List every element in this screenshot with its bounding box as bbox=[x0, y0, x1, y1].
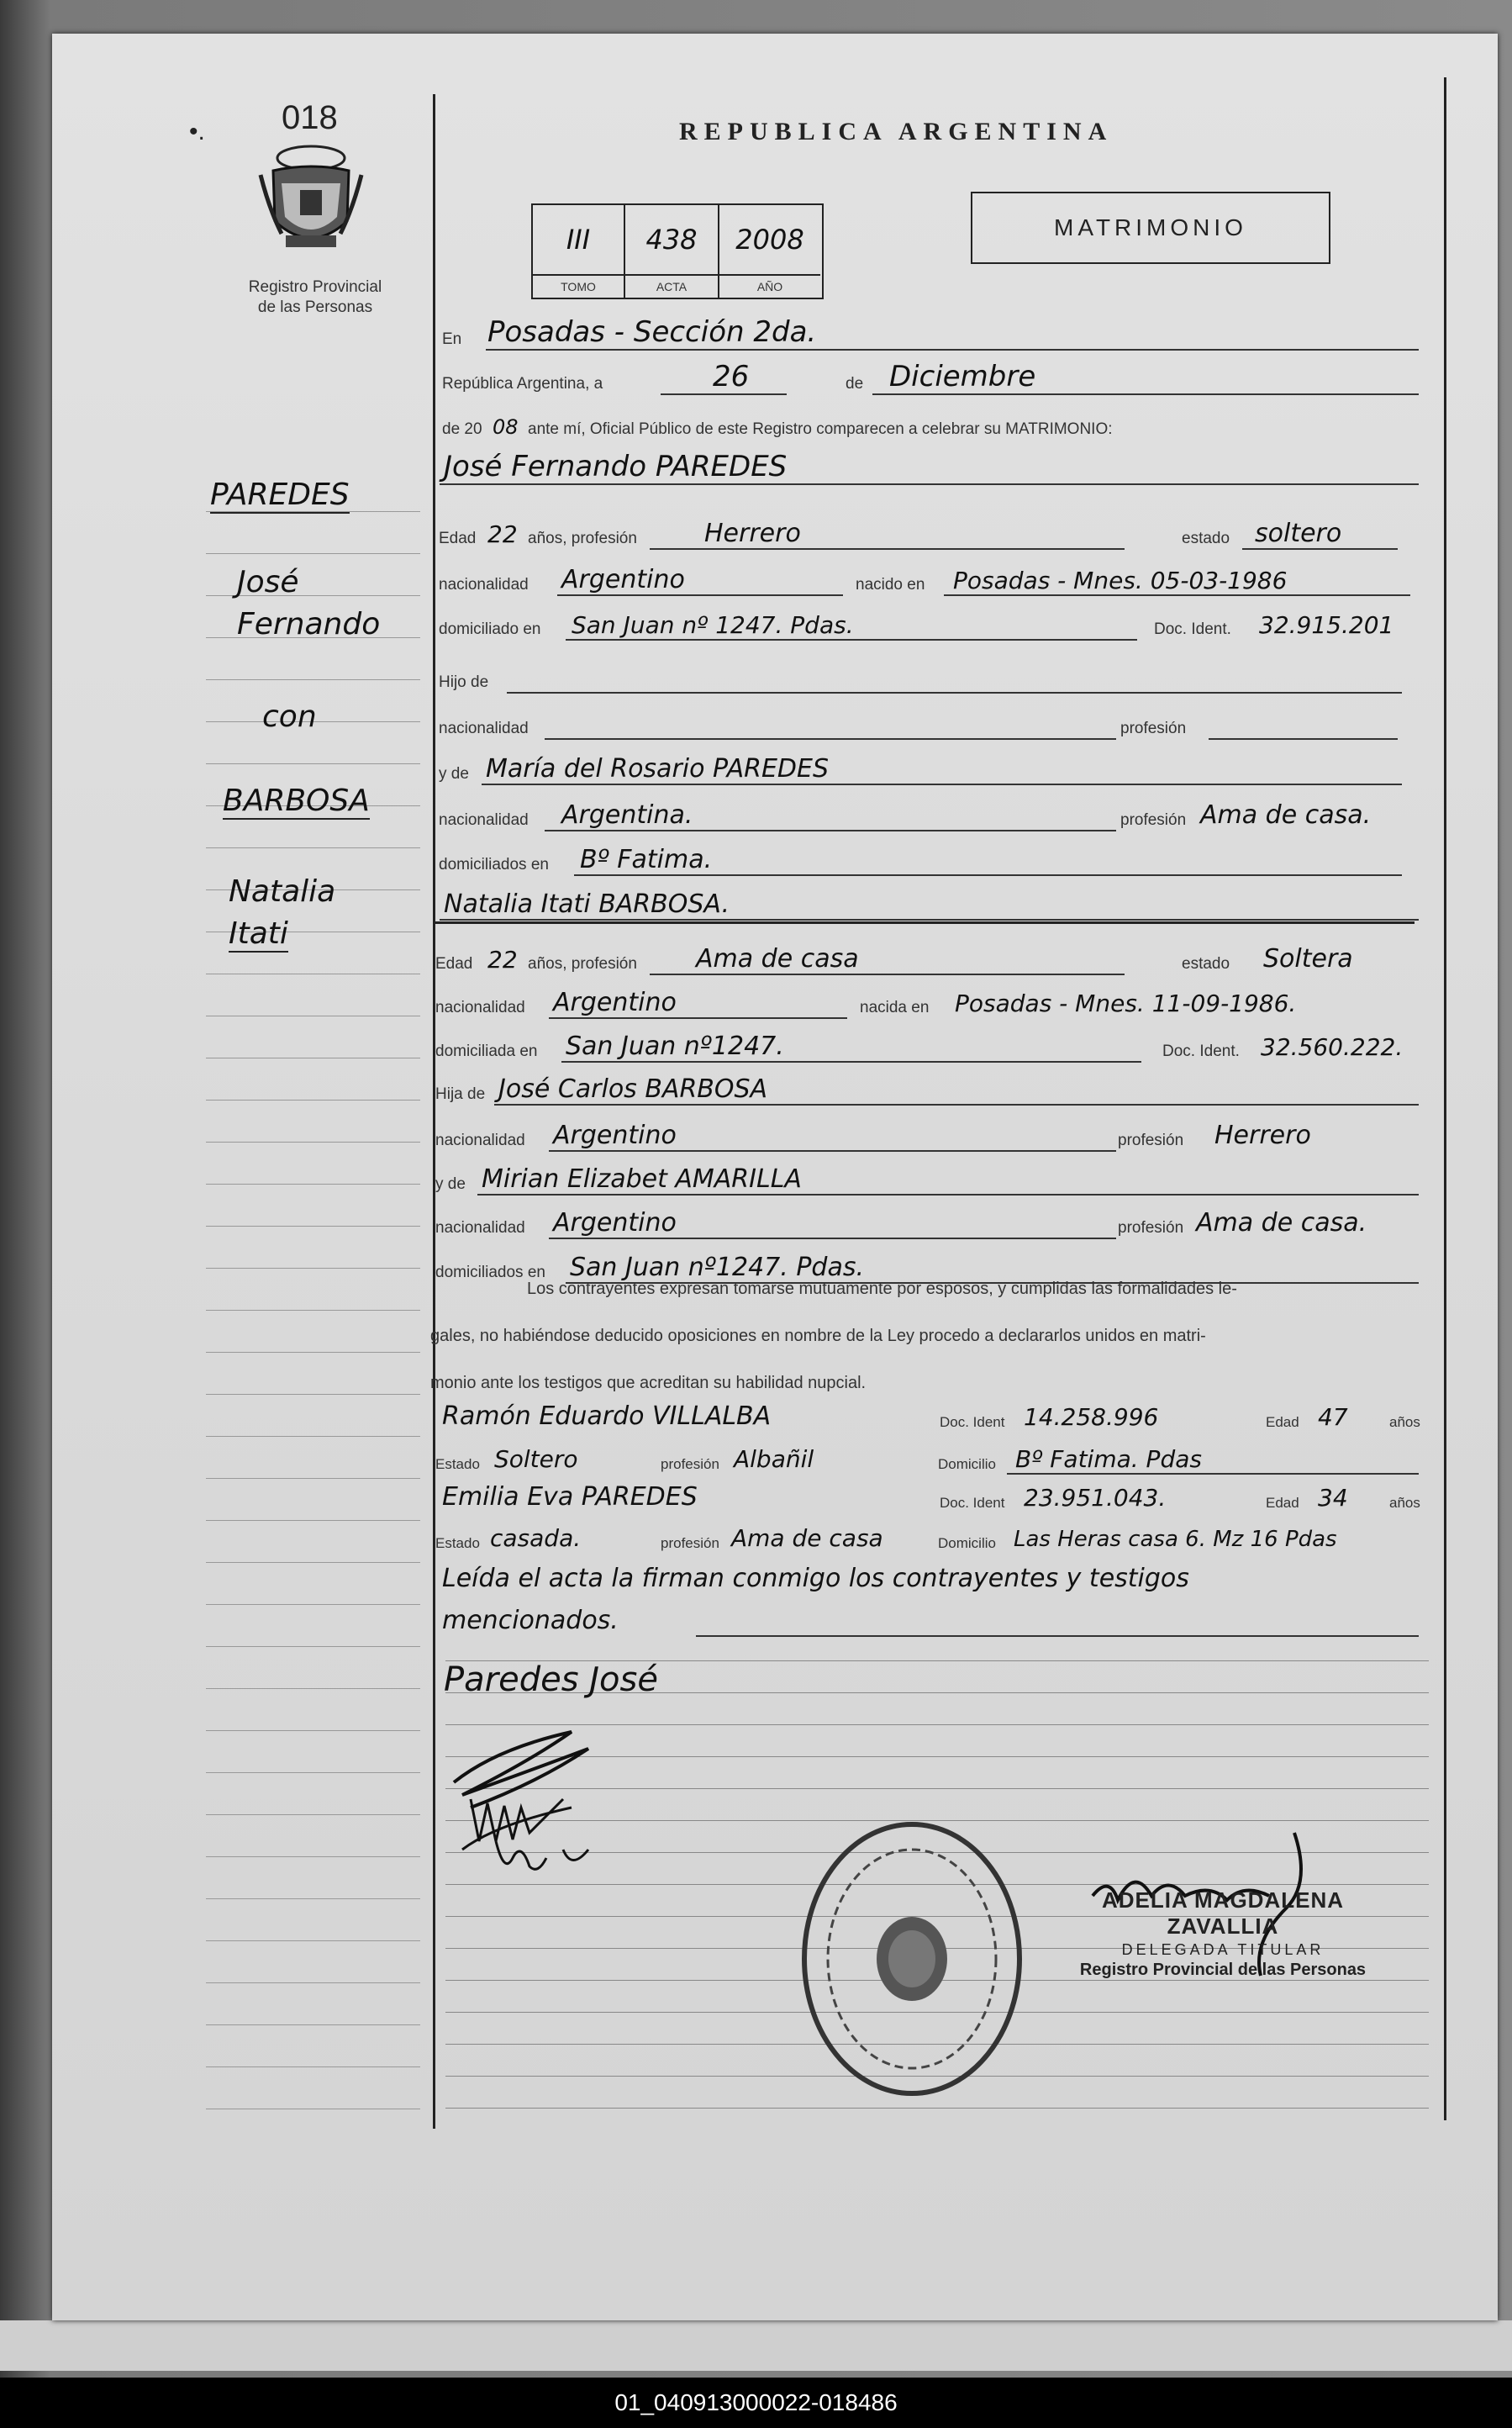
tomo-label: TOMO bbox=[533, 274, 625, 298]
margin-rule-line bbox=[206, 1898, 420, 1899]
label-doc-ident-w2: Doc. Ident bbox=[940, 1495, 1005, 1511]
witness2-status: casada. bbox=[490, 1524, 582, 1552]
row-bride-mother-nat bbox=[435, 1204, 1431, 1241]
row-closing-1 bbox=[435, 1560, 1431, 1597]
margin-rule-line bbox=[206, 1142, 420, 1143]
bride-mother: Mirian Elizabet AMARILLA bbox=[482, 1164, 802, 1194]
margin-rule-line bbox=[206, 1520, 420, 1521]
row-bride-nationality bbox=[435, 984, 1431, 1021]
label-nacionalidad-bm: nacionalidad bbox=[435, 1219, 525, 1237]
row-witness2 bbox=[435, 1478, 1431, 1515]
registry-name-line2: de las Personas bbox=[257, 298, 373, 316]
label-estado-w2: Estado bbox=[435, 1535, 480, 1551]
groom-parents-address: Bº Fatima. bbox=[580, 845, 713, 874]
label-domiciliados-en-bride: domiciliados en bbox=[435, 1264, 545, 1281]
act-type-box: MATRIMONIO bbox=[971, 192, 1330, 264]
label-profesion-bf: profesión bbox=[1118, 1132, 1184, 1149]
margin-rule-line bbox=[206, 1268, 420, 1269]
column-divider bbox=[433, 94, 435, 2129]
footer-id: 01_040913000022-018486 bbox=[614, 2389, 898, 2415]
margin-mark: •. bbox=[189, 118, 205, 145]
acta-value: 438 bbox=[645, 224, 698, 256]
closing-line2: mencionados. bbox=[442, 1606, 619, 1635]
date-month: Diciembre bbox=[889, 360, 1036, 393]
bride-age: 22 bbox=[487, 946, 518, 974]
label-anos-w1: años bbox=[1389, 1414, 1420, 1430]
declaration-line2: gales, no habiéndose deducido oposiciones en nombre de la Ley procedo a declararlos unidos en matri- bbox=[430, 1327, 1206, 1345]
margin-rule-line bbox=[206, 1688, 420, 1689]
margin-connector: con bbox=[262, 699, 317, 734]
provincial-emblem-icon bbox=[256, 141, 366, 259]
label-domiciliados-en: domiciliados en bbox=[439, 856, 549, 874]
label-intro: ante mí, Oficial Público de este Registro comparecen a celebrar su MATRIMONIO: bbox=[528, 420, 1113, 438]
bride-mother-profession: Ama de casa. bbox=[1196, 1208, 1367, 1238]
bride-birth: Posadas - Mnes. 11-09-1986. bbox=[955, 990, 1297, 1017]
folio-number: 018 bbox=[282, 99, 338, 136]
witness1-name: Ramón Eduardo VILLALBA bbox=[442, 1401, 772, 1431]
groom-doc: 32.915.201 bbox=[1259, 611, 1394, 639]
right-border bbox=[1444, 77, 1446, 2120]
bride-civil-status: Soltera bbox=[1263, 944, 1353, 974]
guide-line bbox=[445, 2108, 1429, 2109]
label-hija-de: Hija de bbox=[435, 1085, 486, 1103]
label-nacionalidad: nacionalidad bbox=[439, 576, 529, 594]
bride-doc: 32.560.222. bbox=[1261, 1033, 1404, 1061]
groom-mother-nationality: Argentina. bbox=[561, 800, 693, 830]
margin-rule-line bbox=[206, 1310, 420, 1311]
margin-rule-line bbox=[206, 1772, 420, 1773]
row-bride-father bbox=[435, 1070, 1431, 1107]
label-profesion-w1: profesión bbox=[661, 1456, 719, 1472]
label-nacido-en: nacido en bbox=[856, 576, 925, 594]
row-groom-name bbox=[435, 450, 1431, 487]
margin-rule-line bbox=[206, 1184, 420, 1185]
registrar-role: DELEGADA TITULAR bbox=[1121, 1941, 1325, 1958]
bride-address: San Juan nº1247. bbox=[566, 1032, 784, 1061]
groom-birth: Posadas - Mnes. 05-03-1986 bbox=[953, 567, 1288, 594]
label-edad: Edad bbox=[439, 530, 477, 547]
section-divider bbox=[435, 921, 1415, 924]
witness2-profession: Ama de casa bbox=[731, 1524, 883, 1552]
row-bride-name bbox=[435, 885, 1431, 922]
witness1-address: Bº Fatima. Pdas bbox=[1015, 1445, 1202, 1473]
bride-profession: Ama de casa bbox=[696, 944, 859, 974]
margin-rule-line bbox=[206, 1856, 420, 1857]
place-city: Posadas - Sección 2da. bbox=[487, 315, 817, 349]
groom-mother-profession: Ama de casa. bbox=[1200, 800, 1372, 830]
label-edad-w1: Edad bbox=[1266, 1414, 1299, 1430]
tomo-value: III bbox=[566, 224, 591, 256]
row-bride-mother bbox=[435, 1160, 1431, 1197]
bride-father: José Carlos BARBOSA bbox=[498, 1074, 768, 1104]
margin-rule-line bbox=[206, 763, 420, 764]
label-en: En bbox=[442, 330, 462, 348]
groom-civil-status: soltero bbox=[1255, 519, 1342, 548]
margin-rule-line bbox=[206, 1352, 420, 1353]
label-nacida-en: nacida en bbox=[860, 999, 930, 1016]
label-republica: República Argentina, a bbox=[442, 375, 603, 393]
footer-bar bbox=[0, 2378, 1512, 2428]
margin-rule-line bbox=[206, 2024, 420, 2025]
act-reference-box bbox=[531, 203, 824, 299]
margin-rule-line bbox=[206, 1982, 420, 1983]
label-domicilio-w1: Domicilio bbox=[938, 1456, 996, 1472]
label-estado-bride: estado bbox=[1182, 955, 1230, 973]
label-y-de-bride: y de bbox=[435, 1175, 466, 1193]
witness1-profession: Albañil bbox=[734, 1445, 814, 1473]
registry-name bbox=[227, 277, 403, 318]
witness2-doc: 23.951.043. bbox=[1024, 1484, 1167, 1512]
margin-name-groom-1: José bbox=[237, 565, 299, 599]
label-doc-ident: Doc. Ident. bbox=[1154, 620, 1231, 638]
row-groom-age bbox=[435, 515, 1431, 552]
margin-rule-line bbox=[206, 1940, 420, 1941]
label-hijo-de: Hijo de bbox=[439, 673, 489, 691]
label-profesion: profesión bbox=[1120, 720, 1187, 737]
label-doc-ident-bride: Doc. Ident. bbox=[1162, 1042, 1240, 1060]
margin-surname-groom: PAREDES bbox=[210, 478, 350, 512]
row-groom-father-nat bbox=[435, 705, 1431, 742]
acta-label: ACTA bbox=[625, 274, 719, 298]
label-edad-bride: Edad bbox=[435, 955, 473, 973]
margin-rule-line bbox=[206, 553, 420, 554]
witness1-status: Soltero bbox=[494, 1445, 578, 1473]
groom-full-name: José Fernando PAREDES bbox=[444, 450, 788, 483]
official-seal-icon bbox=[798, 1816, 1025, 2102]
witness1-age: 47 bbox=[1318, 1403, 1348, 1431]
declaration-line1: Los contrayentes expresan tomarse mutuamente por esposos, y cumplidas las formalidades le- bbox=[527, 1280, 1237, 1298]
label-nacionalidad-bf: nacionalidad bbox=[435, 1132, 525, 1149]
label-profesion-bm: profesión bbox=[1118, 1219, 1184, 1237]
margin-rule-line bbox=[206, 847, 420, 848]
row-groom-nationality bbox=[435, 561, 1431, 598]
country-title: REPUBLICA ARGENTINA bbox=[679, 118, 1114, 145]
groom-signature: Paredes José bbox=[444, 1660, 658, 1699]
label-nacionalidad-2: nacionalidad bbox=[439, 720, 529, 737]
year-suffix: 08 bbox=[493, 415, 519, 439]
margin-rule-line bbox=[206, 1226, 420, 1227]
closing-line1: Leída el acta la firman conmigo los contrayentes y testigos bbox=[442, 1564, 1189, 1593]
row-intro bbox=[435, 405, 1431, 442]
label-anos-w2: años bbox=[1389, 1495, 1420, 1511]
margin-rule-line bbox=[206, 1436, 420, 1437]
bride-parents-address: San Juan nº1247. Pdas. bbox=[570, 1253, 865, 1282]
label-anos-profesion: años, profesión bbox=[528, 530, 637, 547]
label-domiciliada-en: domiciliada en bbox=[435, 1042, 538, 1060]
margin-rule-line bbox=[206, 1604, 420, 1605]
row-witness1 bbox=[435, 1397, 1431, 1434]
margin-rule-line bbox=[206, 1814, 420, 1815]
label-year-prefix: de 20 bbox=[442, 420, 482, 438]
label-nacionalidad-bride: nacionalidad bbox=[435, 999, 525, 1016]
label-profesion-2: profesión bbox=[1120, 811, 1187, 829]
label-profesion-w2: profesión bbox=[661, 1535, 719, 1551]
margin-rule-line bbox=[206, 679, 420, 680]
registry-name-line1: Registro Provincial bbox=[248, 278, 382, 296]
row-closing-2 bbox=[435, 1602, 1431, 1639]
label-anos-profesion-bride: años, profesión bbox=[528, 955, 637, 973]
registrar-name: ADELIA MAGDALENA ZAVALLIA bbox=[1101, 1887, 1345, 1939]
groom-age: 22 bbox=[487, 520, 518, 548]
row-witness2-details bbox=[435, 1518, 1431, 1555]
date-day: 26 bbox=[713, 360, 750, 393]
groom-address: San Juan nº 1247. Pdas. bbox=[572, 611, 854, 639]
label-domicilio-w2: Domicilio bbox=[938, 1535, 996, 1551]
groom-mother: María del Rosario PAREDES bbox=[486, 754, 830, 784]
bride-mother-nationality: Argentino bbox=[553, 1208, 677, 1238]
margin-rule-line bbox=[206, 1100, 420, 1101]
label-edad-w2: Edad bbox=[1266, 1495, 1299, 1511]
groom-profession: Herrero bbox=[704, 519, 801, 548]
row-groom-parents-address bbox=[435, 841, 1431, 878]
margin-name-bride-2: Itati bbox=[229, 916, 288, 951]
anio-label: AÑO bbox=[719, 274, 820, 298]
witness2-name: Emilia Eva PAREDES bbox=[442, 1482, 698, 1512]
margin-name-bride-1: Natalia bbox=[229, 874, 336, 909]
registrar-org: Registro Provincial de las Personas bbox=[1079, 1961, 1367, 1979]
declaration bbox=[430, 1265, 1426, 1407]
margin-rule-line bbox=[206, 1562, 420, 1563]
margin-rule-line bbox=[206, 1478, 420, 1479]
row-date bbox=[435, 360, 1431, 397]
bride-nationality: Argentino bbox=[553, 988, 677, 1017]
page-edge bbox=[0, 2320, 1512, 2371]
anio-value: 2008 bbox=[735, 224, 804, 256]
bride-father-nationality: Argentino bbox=[553, 1121, 677, 1150]
label-estado-w1: Estado bbox=[435, 1456, 480, 1472]
label-de: de bbox=[846, 375, 864, 393]
margin-rule-line bbox=[206, 1394, 420, 1395]
label-estado: estado bbox=[1182, 530, 1230, 547]
label-y-de: y de bbox=[439, 765, 469, 783]
row-groom-address bbox=[435, 605, 1431, 642]
declaration-line3: monio ante los testigos que acreditan su habilidad nupcial. bbox=[430, 1374, 867, 1392]
margin-name-groom-2: Fernando bbox=[237, 607, 381, 641]
row-groom-mother-nat bbox=[435, 796, 1431, 833]
registrar-stamp bbox=[1046, 1887, 1399, 1980]
margin-surname-bride: BARBOSA bbox=[223, 784, 370, 818]
witness2-address: Las Heras casa 6. Mz 16 Pdas bbox=[1014, 1527, 1337, 1552]
bride-father-profession: Herrero bbox=[1214, 1121, 1311, 1150]
bride-full-name: Natalia Itati BARBOSA. bbox=[444, 889, 730, 919]
row-groom-mother bbox=[435, 750, 1431, 787]
row-witness1-details bbox=[435, 1439, 1431, 1476]
witness-signature-icon bbox=[487, 1824, 605, 1883]
groom-nationality: Argentino bbox=[561, 565, 685, 594]
margin-rule-line bbox=[206, 1646, 420, 1647]
label-doc-ident-w1: Doc. Ident bbox=[940, 1414, 1005, 1430]
row-place bbox=[435, 315, 1431, 352]
row-bride-address bbox=[435, 1027, 1431, 1064]
margin-rule-line bbox=[206, 1730, 420, 1731]
label-nacionalidad-3: nacionalidad bbox=[439, 811, 529, 829]
margin-rule-line bbox=[206, 2066, 420, 2067]
row-bride-father-nat bbox=[435, 1116, 1431, 1153]
witness1-doc: 14.258.996 bbox=[1024, 1403, 1159, 1431]
label-domiciliado-en: domiciliado en bbox=[439, 620, 541, 638]
row-groom-father bbox=[435, 658, 1431, 695]
row-bride-age bbox=[435, 940, 1431, 977]
witness2-age: 34 bbox=[1318, 1484, 1348, 1512]
